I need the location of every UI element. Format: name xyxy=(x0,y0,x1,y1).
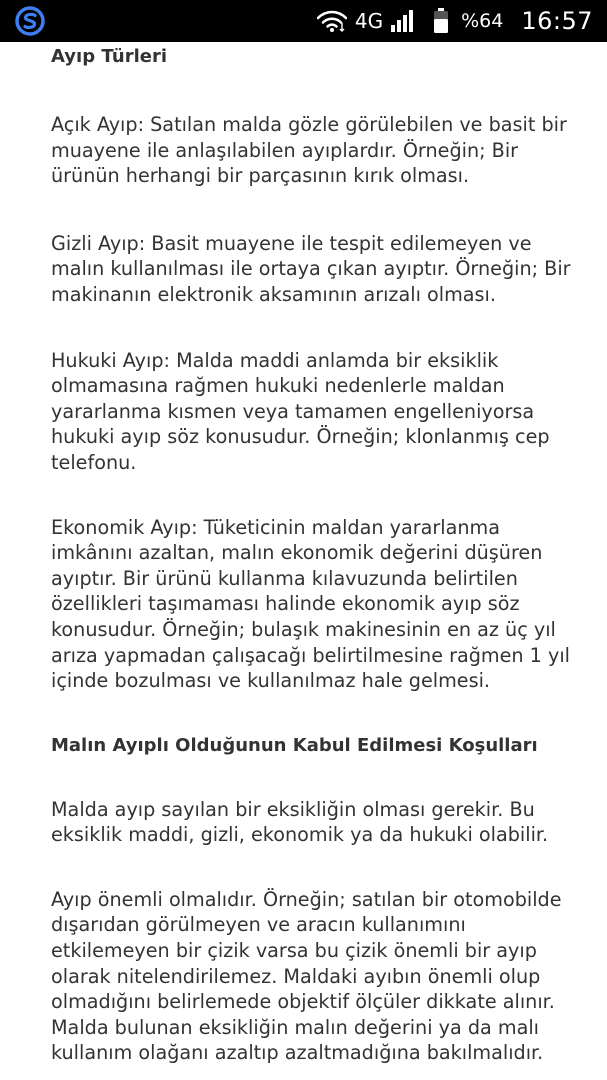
battery-icon xyxy=(433,8,449,34)
paragraph: Malda ayıp sayılan bir eksikliğin olması gerekir. Bu eksiklik maddi, gizli, ekonomik ya da hukuki olabilir. xyxy=(51,797,549,847)
paragraph: Gizli Ayıp: Basit muayene ile tespit edilemeyen ve malın kullanılması ile ortaya çıkan ayıptır. Örneğin; Bir makinanın elektronik aksamının arızalı olması. xyxy=(51,231,571,306)
clock: 16:57 xyxy=(521,7,593,35)
section-heading: Ayıp Türleri xyxy=(51,46,168,67)
signal-icon xyxy=(391,10,415,32)
network-type: 4G xyxy=(354,9,384,33)
battery-percentage: %64 xyxy=(461,10,504,32)
status-bar xyxy=(0,0,607,42)
app-logo-icon xyxy=(15,6,45,36)
paragraph: Açık Ayıp: Satılan malda gözle görülebilen ve basit bir muayene ile anlaşılabilen ayıplardır. Örneğin; Bir ürünün herhangi bir parçasının kırık olması. xyxy=(51,113,567,188)
wifi-icon xyxy=(317,9,347,33)
paragraph: Hukuki Ayıp: Malda maddi anlamda bir eksiklik olmamasına rağmen hukuki nedenlerle maldan yararlanma kısmen veya tamamen engelleniyorsa hukuki ayıp söz konusudur. Örneğin; klonlanmış cep telefonu. xyxy=(51,348,550,474)
section-heading: Malın Ayıplı Olduğunun Kabul Edilmesi Koşulları xyxy=(51,734,538,756)
status-icons xyxy=(317,0,593,42)
article-content xyxy=(51,42,571,1066)
paragraph: Ayıp önemli olmalıdır. Örneğin; satılan bir otomobilde dışarıdan görülmeyen ve aracın kullanımını etkilemeyen bir çizik varsa bu çizik önemli bir ayıp olarak nitelendirilemez. Maldaki ayıbın önemli olup olmadığını belirlemede objektif ölçüler dikkate alınır. Malda bulunan eksikliğin malın değerini ya da malı kullanım olağanı azaltıp azaltmadığına bakılmalıdır. xyxy=(51,887,562,1065)
paragraph: Ekonomik Ayıp: Tüketicinin maldan yararlanma imkânını azaltan, malın ekonomik değerini düşüren ayıptır. Bir ürünü kullanma kılavuzunda belirtilen özellikleri taşımaması halinde ekonomik ayıp söz konusudur. Örneğin; bulaşık makinesinin en az üç yıl arıza yapmadan çalışacağı belirtilmesine rağmen 1 yıl içinde bozulması ve kullanılmaz hale gelmesi. xyxy=(51,515,570,693)
